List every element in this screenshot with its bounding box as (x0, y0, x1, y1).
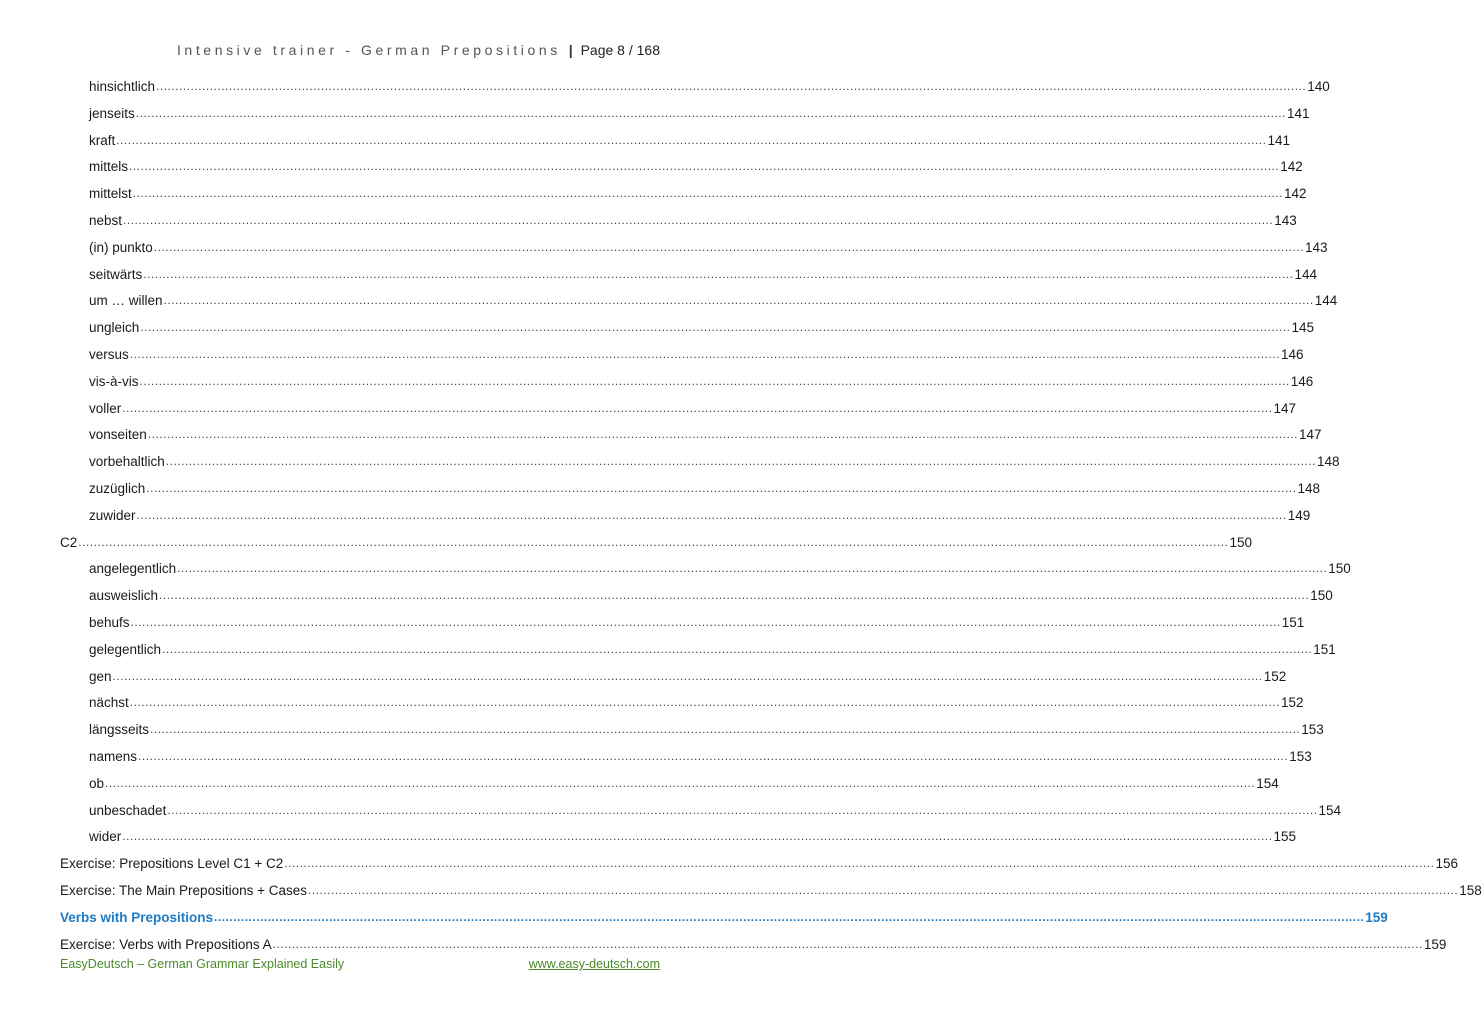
toc-leader-dots: ............................................................................................................................................................................................................................................................................................................ (308, 883, 1459, 897)
toc-entry-page: 150 (1328, 561, 1351, 577)
toc-entry[interactable] (89, 717, 1324, 738)
toc-leader-dots: ............................................................................................................................................................................................................................................................................................................ (122, 400, 1273, 415)
toc-entry-label: vonseiten (89, 427, 147, 443)
toc-leader-dots: ............................................................................................................................................................................................................................................................................................................ (214, 909, 1365, 924)
toc-entry-page: 154 (1318, 802, 1342, 818)
toc-entry-page: 150 (1229, 534, 1252, 550)
toc-entry[interactable] (89, 208, 1297, 228)
toc-entry-label: Exercise: Prepositions Level C1 + C2 (60, 856, 284, 872)
toc-entry-label: jenseits (89, 105, 135, 121)
toc-entry[interactable] (89, 181, 1307, 202)
toc-entry[interactable] (89, 315, 1315, 336)
toc-entry[interactable] (60, 932, 1447, 952)
toc-leader-dots: ............................................................................................................................................................................................................................................................................................................ (78, 534, 1229, 549)
toc-entry-label: voller (89, 400, 122, 416)
toc-leader-dots: ............................................................................................................................................................................................................................................................................................................ (130, 615, 1281, 629)
toc-entry-page: 145 (1291, 320, 1315, 336)
toc-entry-label: behufs (89, 615, 130, 630)
toc-entry-page: 156 (1435, 856, 1458, 872)
toc-entry-page: 148 (1297, 481, 1321, 496)
toc-entry[interactable] (89, 476, 1321, 496)
toc-entry-page: 159 (1365, 909, 1388, 925)
footer-link[interactable]: www.easy-deutsch.com (528, 957, 660, 971)
toc-leader-dots: ............................................................................................................................................................................................................................................................................................................ (140, 320, 1291, 335)
toc-leader-dots: ............................................................................................................................................................................................................................................................................................................ (135, 105, 1286, 120)
toc-entry-label: mittelst (89, 186, 132, 202)
toc-entry-label: vis-à-vis (89, 373, 139, 389)
toc-entry-page: 159 (1423, 936, 1447, 952)
toc-entry-page: 151 (1313, 641, 1336, 657)
header-separator: | (568, 42, 573, 58)
page-footer (60, 957, 660, 971)
toc-leader-dots: ............................................................................................................................................................................................................................................................................................................ (284, 856, 1435, 871)
toc-entry-page: 150 (1310, 588, 1333, 604)
toc-entry-label: namens (89, 749, 138, 764)
toc-leader-dots: ............................................................................................................................................................................................................................................................................................................ (139, 373, 1290, 388)
toc-entry[interactable] (89, 422, 1322, 443)
toc-entry[interactable] (60, 530, 1252, 550)
toc-entry[interactable] (89, 798, 1342, 818)
toc-entry-label: vorbehaltlich (89, 454, 165, 470)
toc-entry[interactable] (89, 154, 1303, 175)
toc-leader-dots: ............................................................................................................................................................................................................................................................................................................ (177, 561, 1328, 576)
toc-entry-page: 155 (1273, 829, 1296, 845)
toc-entry-label: Exercise: Verbs with Prepositions A (60, 936, 272, 952)
toc-entry-label: kraft (89, 132, 116, 148)
toc-entry[interactable] (89, 503, 1311, 523)
toc-entry[interactable] (89, 556, 1351, 577)
toc-entry-page: 154 (1256, 775, 1279, 791)
toc-entry-page: 153 (1301, 722, 1324, 738)
toc-entry[interactable] (89, 664, 1287, 684)
toc-entry[interactable] (89, 262, 1317, 282)
toc-entry-label: (in) punkto (89, 239, 153, 255)
toc-entry-label: C2 (60, 534, 78, 550)
toc-entry[interactable] (89, 824, 1296, 845)
toc-entry-label: seitwärts (89, 266, 143, 282)
toc-entry-label: zuwider (89, 507, 136, 523)
toc-entry-page: 151 (1281, 615, 1305, 630)
toc-entry[interactable] (60, 851, 1458, 872)
footer-brand: EasyDeutsch – German Grammar Explained Easily (60, 957, 345, 971)
toc-entry[interactable] (89, 610, 1305, 630)
toc-entry-label: mittels (89, 159, 129, 175)
toc-leader-dots: ............................................................................................................................................................................................................................................................................................................ (143, 266, 1294, 281)
toc-leader-dots: ............................................................................................................................................................................................................................................................................................................ (146, 481, 1297, 495)
toc-entry-page: 158 (1459, 883, 1482, 898)
page-number: Page 8 / 168 (580, 42, 660, 58)
toc-leader-dots: ............................................................................................................................................................................................................................................................................................................ (123, 213, 1274, 227)
toc-entry[interactable] (89, 637, 1336, 657)
toc-entry-label: Exercise: The Main Prepositions + Cases (60, 883, 307, 898)
toc-entry[interactable] (89, 235, 1328, 255)
toc-leader-dots: ............................................................................................................................................................................................................................................................................................................ (153, 239, 1304, 254)
toc-leader-dots: ............................................................................................................................................................................................................................................................................................................ (150, 722, 1301, 737)
toc-entry[interactable] (89, 101, 1310, 121)
toc-leader-dots: ............................................................................................................................................................................................................................................................................................................ (132, 186, 1283, 201)
page-header (60, 42, 660, 58)
toc-entry-label: ungleich (89, 320, 140, 336)
toc-leader-dots: ............................................................................................................................................................................................................................................................................................................ (105, 775, 1256, 790)
toc-entry[interactable] (60, 878, 1482, 898)
toc-entry-label: wider (89, 829, 122, 845)
toc-entry[interactable] (89, 396, 1296, 416)
toc-leader-dots: ............................................................................................................................................................................................................................................................................................................ (167, 802, 1318, 817)
toc-entry-page: 147 (1273, 400, 1296, 416)
toc-entry[interactable] (89, 690, 1304, 711)
toc-entry-label: unbeschadet (89, 802, 167, 818)
toc-entry-label: versus (89, 347, 129, 362)
toc-leader-dots: ............................................................................................................................................................................................................................................................................................................ (112, 668, 1263, 683)
toc-entry-label: ob (89, 775, 105, 791)
toc-entry-page: 149 (1287, 507, 1311, 523)
toc-entry[interactable] (89, 744, 1312, 764)
toc-leader-dots: ............................................................................................................................................................................................................................................................................................................ (147, 427, 1298, 442)
toc-leader-dots: ............................................................................................................................................................................................................................................................................................................ (138, 749, 1289, 763)
toc-leader-dots: ............................................................................................................................................................................................................................................................................................................ (156, 79, 1307, 93)
toc-entry-page: 142 (1280, 159, 1303, 175)
toc-entry-label: angelegentlich (89, 561, 177, 577)
toc-entry[interactable] (89, 771, 1279, 791)
toc-entry[interactable] (89, 288, 1338, 309)
toc-entry[interactable] (89, 583, 1333, 604)
toc-entry[interactable] (60, 905, 1388, 925)
toc-leader-dots: ............................................................................................................................................................................................................................................................................................................ (129, 159, 1280, 174)
toc-entry[interactable] (89, 369, 1314, 389)
toc-entry-page: 152 (1263, 668, 1287, 684)
toc-entry-label: nächst (89, 695, 129, 711)
toc-leader-dots: ............................................................................................................................................................................................................................................................................................................ (136, 507, 1287, 522)
toc-entry-label: längsseits (89, 722, 150, 738)
toc-entry-page: 153 (1289, 749, 1312, 764)
toc-entry-page: 144 (1294, 266, 1317, 282)
toc-entry-label: gen (89, 668, 112, 684)
toc-entry-page: 148 (1317, 454, 1340, 470)
toc-leader-dots: ............................................................................................................................................................................................................................................................................................................ (122, 829, 1273, 844)
toc-entry[interactable] (89, 128, 1290, 148)
toc-entry-label: nebst (89, 213, 123, 228)
toc-entry[interactable] (89, 449, 1340, 470)
toc-entry[interactable] (89, 74, 1330, 94)
toc-entry-page: 147 (1299, 427, 1322, 443)
toc-leader-dots: ............................................................................................................................................................................................................................................................................................................ (163, 293, 1314, 308)
toc-entry-label: ausweislich (89, 588, 159, 604)
toc-leader-dots: ............................................................................................................................................................................................................................................................................................................ (116, 132, 1267, 147)
toc-entry-page: 141 (1267, 132, 1290, 148)
toc-leader-dots: ............................................................................................................................................................................................................................................................................................................ (165, 454, 1316, 469)
toc-leader-dots: ............................................................................................................................................................................................................................................................................................................ (272, 936, 1423, 951)
toc-entry-page: 141 (1286, 105, 1310, 121)
toc-entry-page: 146 (1280, 347, 1304, 362)
toc-entry-page: 152 (1280, 695, 1304, 711)
toc-entry-label: hinsichtlich (89, 79, 156, 94)
toc-entry-page: 140 (1307, 79, 1330, 94)
toc-leader-dots: ............................................................................................................................................................................................................................................................................................................ (129, 695, 1280, 710)
toc-entry-page: 144 (1314, 293, 1338, 309)
toc-entry-page: 143 (1274, 213, 1297, 228)
toc-entry[interactable] (89, 342, 1304, 362)
toc-entry-label: Verbs with Prepositions (60, 909, 214, 925)
toc-leader-dots: ............................................................................................................................................................................................................................................................................................................ (129, 347, 1280, 361)
toc-entry-label: um … willen (89, 293, 163, 309)
toc-leader-dots: ............................................................................................................................................................................................................................................................................................................ (159, 588, 1310, 603)
toc-entry-page: 143 (1305, 239, 1328, 255)
document-title: Intensive trainer - German Prepositions (176, 42, 561, 58)
toc-entry-label: zuzüglich (89, 481, 146, 496)
toc-entry-page: 146 (1290, 373, 1314, 389)
toc-entry-label: gelegentlich (89, 641, 162, 657)
toc-entry-page: 142 (1283, 186, 1307, 202)
toc-leader-dots: ............................................................................................................................................................................................................................................................................................................ (162, 641, 1313, 656)
